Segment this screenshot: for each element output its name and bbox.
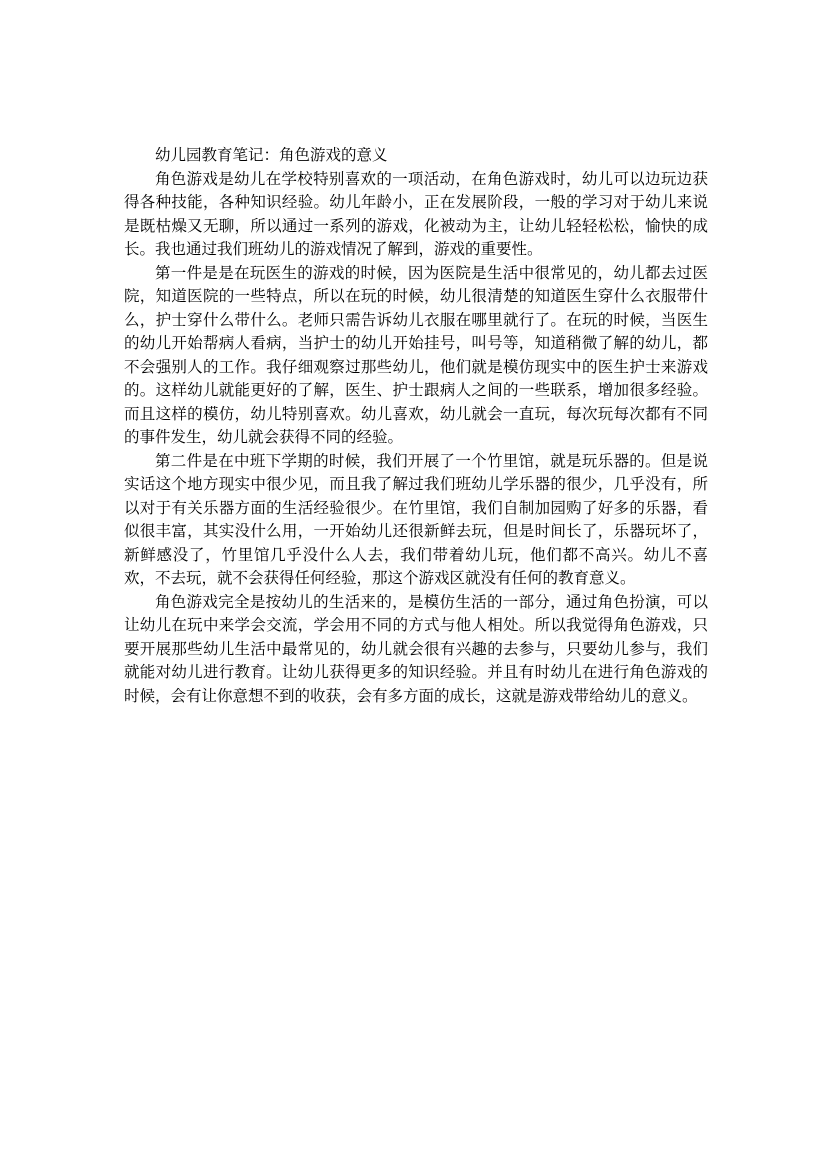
paragraph-music-corner: 第二件是在中班下学期的时候，我们开展了一个竹里馆，就是玩乐器的。但是说实话这个地方现实中很少见，而且我了解过我们班幼儿学乐器的很少，几乎没有，所以对于有关乐器方面的生活经验很少。在竹里馆，我们自制加园购了好多的乐器，看似很丰富，其实没什么用，一开始幼儿还很新鲜去玩，但是时间长了，乐器玩坏了，新鲜感没了，竹里馆几乎没什么人去，我们带着幼儿玩，他们都不高兴。幼儿不喜欢，不去玩，就不会获得任何经验，那这个游戏区就没有任何的教育意义。 bbox=[124, 451, 708, 587]
paragraph-intro: 角色游戏是幼儿在学校特别喜欢的一项活动，在角色游戏时，幼儿可以边玩边获得各种技能，各种知识经验。幼儿年龄小，正在发展阶段，一般的学习对于幼儿来说是既枯燥又无聊，所以通过一系列的游戏，化被动为主，让幼儿轻轻松松，愉快的成长。我也通过我们班幼儿的游戏情况了解到，游戏的重要性。 bbox=[124, 169, 708, 258]
paragraph-doctor-game: 第一件是是在玩医生的游戏的时候，因为医院是生活中很常见的，幼儿都去过医院，知道医院的一些特点，所以在玩的时候，幼儿很清楚的知道医生穿什么衣服带什么，护士穿什么带什么。老师只需告诉幼儿衣服在哪里就行了。在玩的时候，当医生的幼儿开始帮病人看病，当护士的幼儿开始挂号，叫号等，知道稍微了解的幼儿，都不会强别人的工作。我仔细观察过那些幼儿，他们就是模仿现实中的医生护士来游戏的。这样幼儿就能更好的了解，医生、护士跟病人之间的一些联系，增加很多经验。而且这样的模仿，幼儿特别喜欢。幼儿喜欢，幼儿就会一直玩，每次玩每次都有不同的事件发生，幼儿就会获得不同的经验。 bbox=[124, 263, 708, 446]
document-body bbox=[124, 144, 708, 708]
document-title: 幼儿园教育笔记：角色游戏的意义 bbox=[155, 146, 388, 164]
paragraph-conclusion: 角色游戏完全是按幼儿的生活来的，是模仿生活的一部分，通过角色扮演，可以让幼儿在玩中来学会交流，学会用不同的方式与他人相处。所以我觉得角色游戏，只要开展那些幼儿生活中最常见的，幼儿就会很有兴趣的去参与，只要幼儿参与，我们就能对幼儿进行教育。让幼儿获得更多的知识经验。并且有时幼儿在进行角色游戏的时候，会有让你意想不到的收获，会有多方面的成长，这就是游戏带给幼儿的意义。 bbox=[124, 592, 708, 705]
